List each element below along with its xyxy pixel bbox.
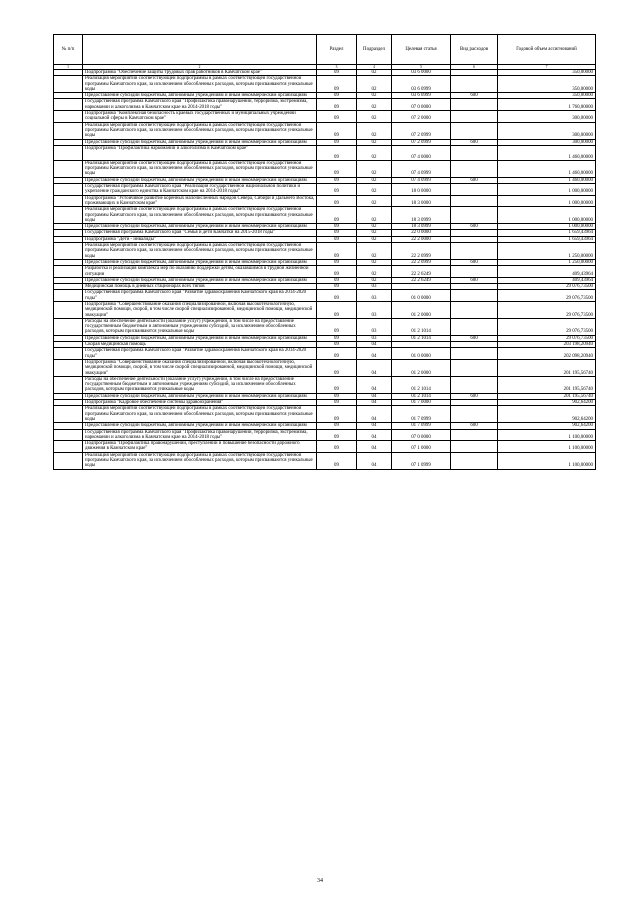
cell-target-article: 01 7 0000 <box>392 400 451 406</box>
cell-podrazdel: 02 <box>357 207 392 224</box>
cell-amount: 201 195,56740 <box>498 359 596 376</box>
cell-num <box>54 301 83 318</box>
cell-expense-type <box>451 376 498 393</box>
cell-name: Расходы на обеспечение деятельности (оказание услуг) учреждений, в том числе на предоставление государственным бюджетным и автономным учреждениям субсидий, за исключением обособленных расходов, которым присваиваются уникальные коды <box>83 318 317 335</box>
cell-amount: 1 250,00000 <box>498 243 596 260</box>
table-row <box>54 441 596 453</box>
cell-name: Реализация мероприятий соответствующей подпрограммы в рамках соответствующей государственной программы Камчатского края, за исключением обособленных расходов, которым присваиваются уникальные коды <box>83 207 317 224</box>
cell-name: Предоставление субсидий бюджетным, автономным учреждениям и иным некоммерческим организациям <box>83 139 317 145</box>
cell-target-article: 07 0 0000 <box>392 99 451 111</box>
cell-podrazdel: 03 <box>357 301 392 318</box>
cell-razdel: 09 <box>317 406 357 423</box>
cell-name: Предоставление субсидий бюджетным, автономным учреждениям и иным некоммерческим организациям <box>83 393 317 399</box>
cell-expense-type <box>451 406 498 423</box>
table-row <box>54 406 596 423</box>
cell-podrazdel: 02 <box>357 99 392 111</box>
cell-num <box>54 160 83 177</box>
cell-name: Предоставление субсидий бюджетным, автономным учреждениям и иным некоммерческим организациям <box>83 259 317 265</box>
cell-name: Подпрограмма "Профилактика наркомании и алкоголизма в Камчатском крае" <box>83 145 317 160</box>
cell-amount: 1 000,00000 <box>498 224 596 230</box>
cell-name: Подпрограмма "Профилактика правонарушений, преступлений и повышение безопасности дорожного движения в Камчатском крае" <box>83 441 317 453</box>
cell-target-article: 01 2 1014 <box>392 318 451 335</box>
cell-podrazdel: 03 <box>357 318 392 335</box>
cell-amount: 902,64200 <box>498 406 596 423</box>
cell-expense-type <box>451 266 498 278</box>
cell-podrazdel: 02 <box>357 230 392 236</box>
cell-target-article: 01 0 0000 <box>392 290 451 302</box>
cell-target-article: 07 2 0999 <box>392 139 451 145</box>
page-number: 34 <box>317 878 323 884</box>
budget-table <box>53 34 596 470</box>
cell-razdel: 09 <box>317 342 357 348</box>
cell-name: Реализация мероприятий соответствующей подпрограммы в рамках соответствующей государственной программы Камчатского края, за исключением обособленных расходов, которым присваиваются уникальные коды <box>83 452 317 469</box>
cell-amount: 29 076,73500 <box>498 301 596 318</box>
cell-podrazdel: 03 <box>357 335 392 341</box>
cell-num <box>54 359 83 376</box>
cell-razdel: 09 <box>317 376 357 393</box>
budget-document <box>53 34 595 470</box>
cell-amount: 300,00000 <box>498 111 596 123</box>
cell-amount: 1 100,00000 <box>498 429 596 441</box>
cell-num <box>54 290 83 302</box>
cell-podrazdel: 02 <box>357 243 392 260</box>
cell-expense-type: 600 <box>451 224 498 230</box>
cell-expense-type: 600 <box>451 423 498 429</box>
cell-target-article: 07 4 0999 <box>392 177 451 183</box>
cell-num <box>54 348 83 360</box>
cell-podrazdel: 04 <box>357 441 392 453</box>
cell-podrazdel: 02 <box>357 160 392 177</box>
cell-amount: 29 076,73500 <box>498 290 596 302</box>
cell-podrazdel: 02 <box>357 76 392 93</box>
table-row <box>54 184 596 196</box>
cell-target-article: 22 2 6249 <box>392 277 451 283</box>
cell-razdel: 09 <box>317 99 357 111</box>
cell-razdel: 09 <box>317 359 357 376</box>
cell-amount: 202 098,20940 <box>498 348 596 360</box>
cell-expense-type <box>451 160 498 177</box>
cell-name: Предоставление субсидий бюджетным, автономным учреждениям и иным некоммерческим организациям <box>83 277 317 283</box>
cell-amount: 201 195,56740 <box>498 376 596 393</box>
table-row <box>54 359 596 376</box>
cell-podrazdel: 04 <box>357 393 392 399</box>
cell-amount: 29 076,73500 <box>498 335 596 341</box>
cell-expense-type: 600 <box>451 277 498 283</box>
cell-expense-type: 600 <box>451 259 498 265</box>
cell-target-article: 22 0 0000 <box>392 230 451 236</box>
cell-podrazdel: 04 <box>357 400 392 406</box>
cell-razdel: 09 <box>317 236 357 242</box>
header-annual-amount: Годовой объем ассигнований <box>498 35 596 65</box>
cell-target-article: 07 2 0999 <box>392 122 451 139</box>
cell-name: Предоставление субсидий бюджетным, автономным учреждениям и иным некоммерческим организациям <box>83 423 317 429</box>
cell-razdel: 09 <box>317 70 357 76</box>
cell-expense-type: 600 <box>451 335 498 341</box>
cell-razdel: 09 <box>317 184 357 196</box>
cell-target-article: 07 4 0999 <box>392 160 451 177</box>
cell-podrazdel: 04 <box>357 429 392 441</box>
cell-num <box>54 266 83 278</box>
cell-razdel: 09 <box>317 224 357 230</box>
cell-expense-type <box>451 111 498 123</box>
cell-razdel: 09 <box>317 230 357 236</box>
cell-podrazdel: 02 <box>357 236 392 242</box>
cell-razdel: 09 <box>317 318 357 335</box>
cell-name: Государственная программа Камчатского края "Развитие здравоохранения Камчатского края на 2014-2020 годы" <box>83 290 317 302</box>
cell-razdel: 09 <box>317 243 357 260</box>
cell-podrazdel: 02 <box>357 177 392 183</box>
cell-razdel: 09 <box>317 452 357 469</box>
cell-podrazdel: 04 <box>357 376 392 393</box>
column-index: 3 <box>317 65 357 70</box>
cell-expense-type <box>451 99 498 111</box>
cell-podrazdel: 02 <box>357 70 392 76</box>
cell-num <box>54 184 83 196</box>
cell-razdel: 09 <box>317 122 357 139</box>
cell-target-article: 01 2 1014 <box>392 335 451 341</box>
cell-name: Предоставление субсидий бюджетным, автономным учреждениям и иным некоммерческим организациям <box>83 335 317 341</box>
cell-expense-type <box>451 301 498 318</box>
cell-amount: 29 076,73500 <box>498 284 596 290</box>
cell-name: Расходы на обеспечение деятельности (оказание услуг) учреждений, в том числе на предоставление государственным бюджетным и автономным учреждениям субсидий, за исключением обособленных расходов, которым присваиваются уникальные коды <box>83 376 317 393</box>
table-row <box>54 99 596 111</box>
cell-name: Подпрограмма "Совершенствование оказания специализированной, включая высокотехнологичную, медицинской помощи, скорой, в том числе скорой специализированной, медицинской помощи, медицинской эвакуации" <box>83 359 317 376</box>
cell-expense-type <box>451 145 498 160</box>
cell-razdel: 09 <box>317 195 357 207</box>
cell-podrazdel: 02 <box>357 259 392 265</box>
cell-amount: 350,00000 <box>498 76 596 93</box>
table-row <box>54 429 596 441</box>
table-row <box>54 111 596 123</box>
cell-podrazdel: 02 <box>357 111 392 123</box>
cell-amount: 1 460,00000 <box>498 145 596 160</box>
cell-razdel: 09 <box>317 177 357 183</box>
cell-name: Подпрограмма "Совершенствование оказания специализированной, включая высокотехнологичную, медицинской помощи, скорой, в том числе скорой специализированной, медицинской помощи, медицинской эвакуации" <box>83 301 317 318</box>
cell-target-article: 03 6 0000 <box>392 70 451 76</box>
cell-razdel: 09 <box>317 441 357 453</box>
cell-amount: 1 659,43964 <box>498 230 596 236</box>
cell-target-article: 03 6 0999 <box>392 76 451 93</box>
cell-amount: 1 000,00000 <box>498 184 596 196</box>
cell-target-article: 01 2 0000 <box>392 359 451 376</box>
cell-name: Подпрограмма "Обеспечение защиты трудовых прав работников в Камчатском крае" <box>83 70 317 76</box>
cell-amount: 350,00000 <box>498 70 596 76</box>
cell-expense-type <box>451 452 498 469</box>
cell-expense-type <box>451 348 498 360</box>
cell-podrazdel: 04 <box>357 452 392 469</box>
cell-name: Скорая медицинская помощь <box>83 342 317 348</box>
table-row <box>54 145 596 160</box>
cell-podrazdel: 02 <box>357 122 392 139</box>
table-row <box>54 348 596 360</box>
cell-amount: 1 460,00000 <box>498 160 596 177</box>
cell-amount: 201 195,56740 <box>498 393 596 399</box>
cell-target-article: 07 4 0000 <box>392 145 451 160</box>
cell-target-article: 18 3 0999 <box>392 207 451 224</box>
cell-amount: 1 760,00000 <box>498 99 596 111</box>
cell-name: Государственная программа Камчатского края "Профилактика правонарушений, терроризма, экстремизма, наркомании и алкоголизма в Камчатском крае на 2014-2018 годы" <box>83 429 317 441</box>
cell-podrazdel: 04 <box>357 423 392 429</box>
cell-num <box>54 376 83 393</box>
cell-amount: 350,00000 <box>498 93 596 99</box>
cell-name: Реализация мероприятий соответствующей подпрограммы в рамках соответствующей государственной программы Камчатского края, за исключением обособленных расходов, которым присваиваются уникальные коды <box>83 122 317 139</box>
cell-expense-type <box>451 359 498 376</box>
cell-target-article: 07 2 0000 <box>392 111 451 123</box>
cell-expense-type <box>451 76 498 93</box>
cell-name: Подпрограмма "Дети - инвалиды" <box>83 236 317 242</box>
cell-amount: 1 250,00000 <box>498 259 596 265</box>
cell-target-article: 22 2 6249 <box>392 266 451 278</box>
table-row <box>54 318 596 335</box>
cell-target-article: 01 2 1014 <box>392 393 451 399</box>
cell-podrazdel: 02 <box>357 145 392 160</box>
column-index: 1 <box>54 65 83 70</box>
cell-amount: 203 198,20940 <box>498 342 596 348</box>
cell-amount: 409,43964 <box>498 277 596 283</box>
header-target-article: Целевая статья <box>392 35 451 65</box>
header-name <box>83 35 317 65</box>
column-index: 7 <box>498 65 596 70</box>
cell-razdel: 09 <box>317 301 357 318</box>
cell-name: Реализация мероприятий соответствующей подпрограммы в рамках соответствующей государственной программы Камчатского края, за исключением обособленных расходов, которым присваиваются уникальные коды <box>83 406 317 423</box>
column-index: 6 <box>451 65 498 70</box>
cell-expense-type <box>451 429 498 441</box>
cell-razdel: 09 <box>317 348 357 360</box>
cell-amount: 1 000,00000 <box>498 195 596 207</box>
cell-name: Реализация мероприятий соответствующей подпрограммы в рамках соответствующей государственной программы Камчатского края, за исключением обособленных расходов, которым присваиваются уникальные коды <box>83 243 317 260</box>
cell-razdel: 09 <box>317 423 357 429</box>
cell-razdel: 09 <box>317 93 357 99</box>
cell-amount: 902,64200 <box>498 400 596 406</box>
cell-podrazdel: 03 <box>357 290 392 302</box>
header-podrazdel: Подраздел <box>357 35 392 65</box>
cell-num <box>54 429 83 441</box>
cell-target-article: 07 0 0000 <box>392 429 451 441</box>
cell-razdel: 09 <box>317 139 357 145</box>
table-header-row <box>54 35 596 65</box>
table-row <box>54 207 596 224</box>
cell-amount: 902,64200 <box>498 423 596 429</box>
cell-target-article: 18 3 0999 <box>392 224 451 230</box>
cell-name: Подпрограмма "Кадровое обеспечение системы здравоохранения" <box>83 400 317 406</box>
cell-target-article: 22 2 0999 <box>392 259 451 265</box>
cell-razdel: 09 <box>317 290 357 302</box>
column-index: 2 <box>83 65 317 70</box>
cell-amount: 300,00000 <box>498 139 596 145</box>
table-row <box>54 266 596 278</box>
cell-num <box>54 207 83 224</box>
cell-podrazdel: 04 <box>357 359 392 376</box>
cell-num <box>54 243 83 260</box>
cell-target-article: 22 2 0999 <box>392 243 451 260</box>
cell-name: Медицинская помощь в дневных стационарах всех типов <box>83 284 317 290</box>
cell-expense-type: 600 <box>451 177 498 183</box>
header-razdel: Раздел <box>317 35 357 65</box>
cell-name: Разработка и реализация комплекса мер по оказанию поддержки детям, оказавшимся в трудной жизненной ситуации <box>83 266 317 278</box>
cell-razdel: 09 <box>317 145 357 160</box>
cell-target-article: 07 1 0000 <box>392 441 451 453</box>
cell-target-article: 01 7 0999 <box>392 406 451 423</box>
cell-expense-type <box>451 243 498 260</box>
cell-podrazdel: 02 <box>357 93 392 99</box>
cell-expense-type <box>451 207 498 224</box>
table-row <box>54 376 596 393</box>
cell-target-article: 01 0 0000 <box>392 348 451 360</box>
cell-expense-type <box>451 318 498 335</box>
cell-razdel: 09 <box>317 76 357 93</box>
table-row <box>54 243 596 260</box>
cell-amount: 1 000,00000 <box>498 207 596 224</box>
cell-target-article: 01 7 0999 <box>392 423 451 429</box>
cell-podrazdel: 02 <box>357 184 392 196</box>
cell-podrazdel: 02 <box>357 195 392 207</box>
cell-name: Предоставление субсидий бюджетным, автономным учреждениям и иным некоммерческим организациям <box>83 224 317 230</box>
column-index: 4 <box>357 65 392 70</box>
cell-num <box>54 441 83 453</box>
cell-podrazdel: 04 <box>357 348 392 360</box>
cell-expense-type <box>451 122 498 139</box>
header-num: № п/п <box>54 35 83 65</box>
cell-target-article: 01 2 0000 <box>392 301 451 318</box>
cell-target-article: 01 2 1014 <box>392 376 451 393</box>
cell-razdel: 09 <box>317 429 357 441</box>
cell-num <box>54 76 83 93</box>
cell-name: Предоставление субсидий бюджетным, автономным учреждениям и иным некоммерческим организациям <box>83 93 317 99</box>
table-row <box>54 160 596 177</box>
cell-expense-type <box>451 441 498 453</box>
cell-name: Государственная программа Камчатского края "Развитие здравоохранения Камчатского края на 2014-2020 годы" <box>83 348 317 360</box>
table-row <box>54 290 596 302</box>
cell-podrazdel: 02 <box>357 277 392 283</box>
cell-razdel: 09 <box>317 259 357 265</box>
table-row <box>54 76 596 93</box>
cell-razdel: 09 <box>317 266 357 278</box>
cell-amount: 1 100,00000 <box>498 452 596 469</box>
cell-num <box>54 195 83 207</box>
table-row <box>54 452 596 469</box>
cell-amount: 1 460,00000 <box>498 177 596 183</box>
cell-name: Предоставление субсидий бюджетным, автономным учреждениям и иным некоммерческим организациям <box>83 177 317 183</box>
cell-num <box>54 122 83 139</box>
cell-razdel: 09 <box>317 207 357 224</box>
cell-expense-type: 600 <box>451 393 498 399</box>
cell-num <box>54 111 83 123</box>
cell-name: Подпрограмма "Комплексная безопасность краевых государственных и муниципальных учреждений социальной сферы в Камчатском крае" <box>83 111 317 123</box>
cell-razdel: 09 <box>317 111 357 123</box>
cell-expense-type <box>451 184 498 196</box>
cell-target-article: 03 6 0999 <box>392 93 451 99</box>
cell-podrazdel: 03 <box>357 284 392 290</box>
cell-podrazdel: 02 <box>357 266 392 278</box>
cell-num <box>54 406 83 423</box>
cell-name: Государственная программа Камчатского края "Семья и дети Камчатки на 2015-2018 годы" <box>83 230 317 236</box>
cell-num <box>54 452 83 469</box>
cell-amount: 29 076,73500 <box>498 318 596 335</box>
cell-amount: 300,00000 <box>498 122 596 139</box>
cell-target-article: 22 2 0000 <box>392 236 451 242</box>
cell-expense-type <box>451 195 498 207</box>
cell-razdel: 09 <box>317 277 357 283</box>
cell-name: Подпрограмма "Устойчивое развитие коренных малочисленных народов Севера, Сибири и Дальнего Востока, проживающих в Камчатском крае" <box>83 195 317 207</box>
cell-num <box>54 318 83 335</box>
cell-name: Государственная программа Камчатского края "Реализация государственной национальной политики и укрепление гражданского единства в Камчатском крае на 2014-2018 годы" <box>83 184 317 196</box>
header-expense-type: Вид расходов <box>451 35 498 65</box>
cell-name: Реализация мероприятий соответствующей подпрограммы в рамках соответствующей государственной программы Камчатского края, за исключением обособленных расходов, которым присваиваются уникальные коды <box>83 76 317 93</box>
table-row <box>54 301 596 318</box>
column-index: 5 <box>392 65 451 70</box>
cell-podrazdel: 02 <box>357 224 392 230</box>
cell-podrazdel: 02 <box>357 139 392 145</box>
table-row <box>54 122 596 139</box>
cell-num <box>54 99 83 111</box>
cell-podrazdel: 04 <box>357 406 392 423</box>
cell-amount: 1 659,43964 <box>498 236 596 242</box>
cell-target-article: 18 0 0000 <box>392 184 451 196</box>
cell-target-article: 07 1 0999 <box>392 452 451 469</box>
cell-expense-type: 600 <box>451 139 498 145</box>
cell-razdel: 09 <box>317 284 357 290</box>
cell-amount: 1 100,00000 <box>498 441 596 453</box>
cell-num <box>54 145 83 160</box>
cell-expense-type <box>451 290 498 302</box>
cell-expense-type: 600 <box>451 93 498 99</box>
cell-amount: 409,43964 <box>498 266 596 278</box>
cell-razdel: 09 <box>317 393 357 399</box>
table-row <box>54 195 596 207</box>
cell-razdel: 09 <box>317 160 357 177</box>
cell-razdel: 09 <box>317 335 357 341</box>
cell-name: Государственная программа Камчатского края "Профилактика правонарушений, терроризма, экстремизма, наркомании и алкоголизма в Камчатском крае на 2014-2018 годы" <box>83 99 317 111</box>
cell-razdel: 09 <box>317 400 357 406</box>
cell-target-article: 18 3 0000 <box>392 195 451 207</box>
cell-name: Реализация мероприятий соответствующей подпрограммы в рамках соответствующей государственной программы Камчатского края, за исключением обособленных расходов, которым присваиваются уникальные коды <box>83 160 317 177</box>
cell-podrazdel: 04 <box>357 342 392 348</box>
